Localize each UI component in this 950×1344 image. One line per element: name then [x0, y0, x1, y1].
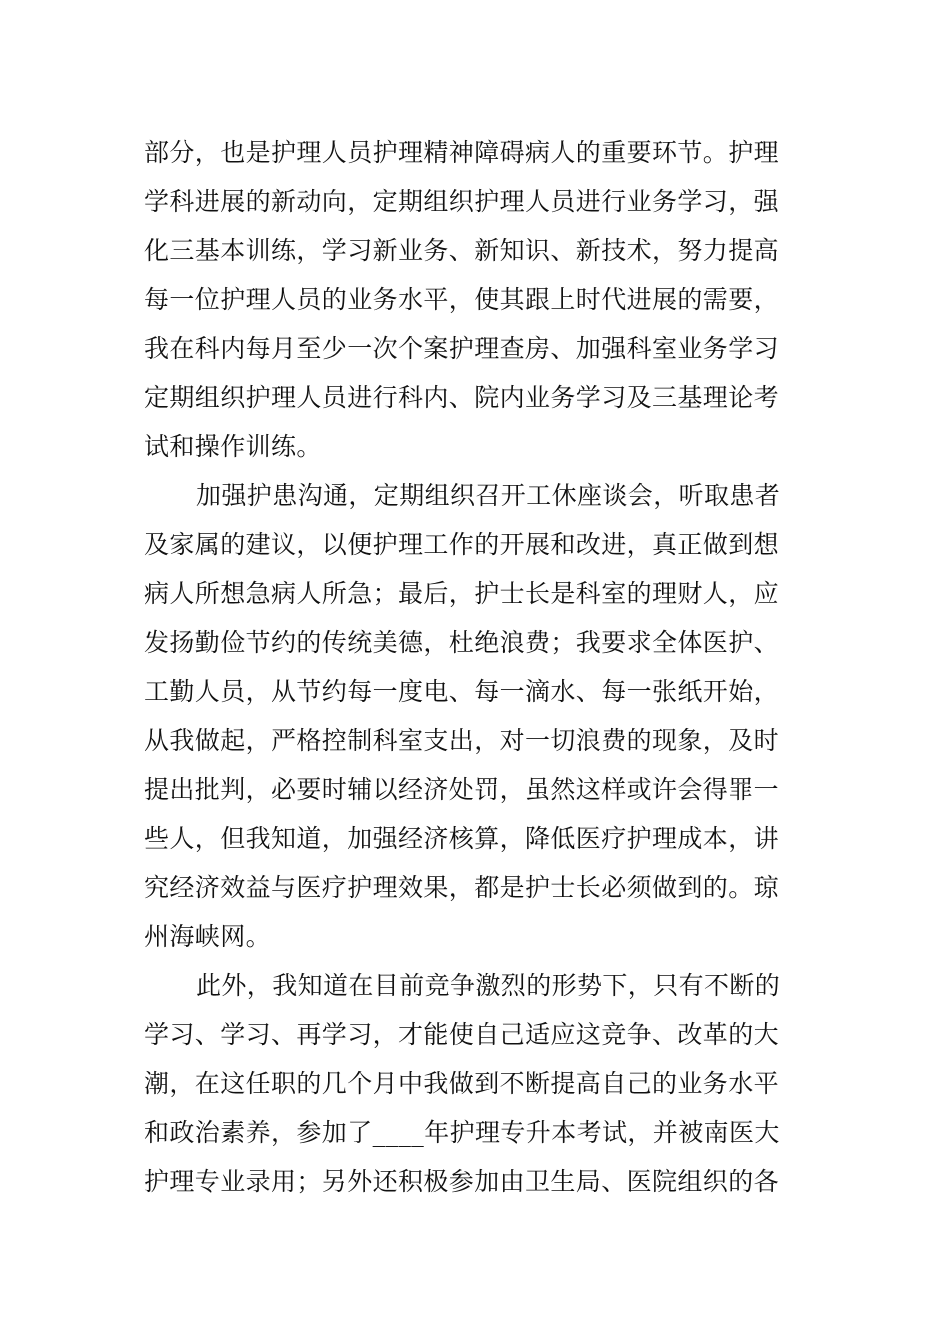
- text-line: 化三基本训练，学习新业务、新知识、新技术，努力提高: [144, 236, 780, 265]
- text-line: 每一位护理人员的业务水平，使其跟上时代进展的需要，: [144, 285, 780, 314]
- text-line: 提出批判，必要时辅以经济处罚，虽然这样或许会得罪一: [144, 775, 780, 804]
- text-line: 发扬勤俭节约的传统美德，杜绝浪费；我要求全体医护、: [144, 628, 780, 657]
- text-line: 学科进展的新动向，定期组织护理人员进行业务学习，强: [144, 187, 780, 216]
- text-line: 和政治素养，参加了____年护理专升本考试，并被南医大: [144, 1118, 780, 1147]
- text-line: 加强护患沟通，定期组织召开工休座谈会，听取患者: [196, 481, 781, 510]
- text-line: 此外，我知道在目前竞争激烈的形势下，只有不断的: [196, 971, 781, 1000]
- paragraph-1: [144, 128, 814, 471]
- text-line: 些人，但我知道，加强经济核算，降低医疗护理成本，讲: [144, 824, 780, 853]
- text-line: 护理专业录用；另外还积极参加由卫生局、医院组织的各: [144, 1167, 780, 1196]
- paragraph-3: [144, 961, 814, 1206]
- text-line: 定期组织护理人员进行科内、院内业务学习及三基理论考: [144, 383, 780, 412]
- text-line: 工勤人员，从节约每一度电、每一滴水、每一张纸开始，: [144, 677, 780, 706]
- text-line: 试和操作训练。: [144, 432, 322, 461]
- text-line: 部分，也是护理人员护理精神障碍病人的重要环节。护理: [144, 138, 780, 167]
- text-line: 我在科内每月至少一次个案护理查房、加强科室业务学习: [144, 334, 780, 363]
- text-line: 潮，在这任职的几个月中我做到不断提高自己的业务水平: [144, 1069, 780, 1098]
- text-line: 及家属的建议，以便护理工作的开展和改进，真正做到想: [144, 530, 780, 559]
- paragraph-2: [144, 471, 814, 961]
- text-line: 从我做起，严格控制科室支出，对一切浪费的现象，及时: [144, 726, 780, 755]
- text-line: 病人所想急病人所急；最后，护士长是科室的理财人，应: [144, 579, 780, 608]
- text-line: 究经济效益与医疗护理效果，都是护士长必须做到的。琼: [144, 873, 780, 902]
- document-body: [144, 128, 814, 1206]
- text-line: 学习、学习、再学习，才能使自己适应这竞争、改革的大: [144, 1020, 780, 1049]
- text-line: 州海峡网。: [144, 922, 272, 951]
